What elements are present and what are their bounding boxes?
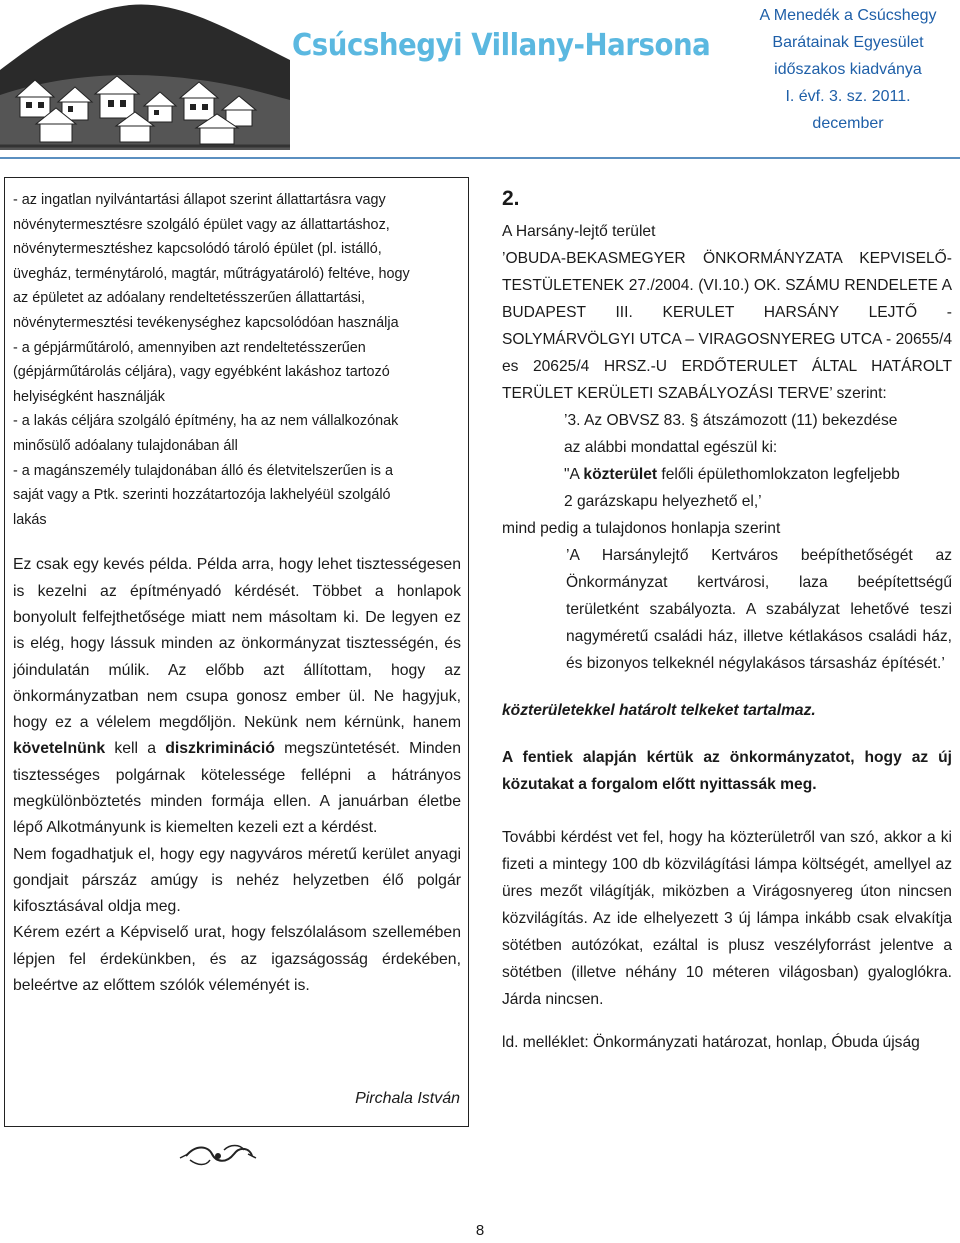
list-line: helyiségként használják: [13, 388, 165, 405]
publisher-line: Barátainak Egyesület: [772, 34, 924, 51]
left-article-box: [4, 177, 469, 1127]
masthead-title: Csúcshegyi Villany-Harsona: [292, 28, 711, 63]
header-divider: [0, 157, 960, 159]
lighting-paragraph: További kérdést vet fel, hogy ha közterületről van szó, akkor a ki fizeti a mintegy 100 db közvilágítási lámpa költségét, amellyel az üres mezőt világítják, miközben a Virágosnyereg úton nincsen közvilágítás. Az ide elhelyezett 3 új lámpa inkább csak elvakítja sötétben autózókat, ezáltal is plusz veszélyforrást jelentve a sötétben (illetve néhány 10 méteren világosban) gyaloglókra. Járda nincsen.: [502, 829, 952, 1008]
attachment-note: ld. melléklet: Önkormányzati határozat, honlap, Óbuda újság: [502, 1034, 920, 1051]
list-line: üvegház, terménytároló, magtár, műtrágyatároló) feltéve, hogy: [13, 265, 410, 282]
list-line: - az ingatlan nyilvántartási állapot szerint állattartásra vagy: [13, 192, 386, 208]
website-quote: ’A Harsánylejtő Kertváros beépíthetőségét az Önkormányzat kertvárosi, laza beépítettségű területként szabályozta. A szabályzat lehetővé teszi nagyméretű családi ház, illetve kétlakásos családi ház, és bizonyos telkeknél négylakásos társasház építését.’: [566, 547, 952, 672]
list-line: - a gépjárműtároló, amennyiben azt rendeltetésszerűen: [13, 339, 366, 356]
clause-line-2: az alábbi mondattal egészül ki:: [564, 439, 778, 456]
list-line: - a lakás céljára szolgáló építmény, ha az nem vállalkozónak: [13, 413, 399, 430]
list-line: az épületet az adóalany rendeltetésszerűen állattartási,: [13, 290, 365, 307]
list-line: lakás: [13, 511, 47, 528]
paragraph-request: Kérem ezért a Képviselő urat, hogy felszólalásom szellemében lépjen fel érdekünkben, és az igazságosság érdekében, beleértve az előttem szólók véleményét is.: [13, 924, 461, 995]
demand-paragraph: A fentiek alapján kértük az önkormányzatot, hogy az új közutakat a forgalom előtt nyittassák meg.: [502, 749, 952, 793]
list-line: növénytermesztési tevékenységhez kapcsolódóan használja: [13, 314, 399, 331]
list-line: saját vagy a Ptk. szerinti hozzátartozója lakhelyéül szolgáló: [13, 487, 391, 504]
website-intro: mind pedig a tulajdonos honlapja szerint: [502, 520, 781, 537]
publisher-line: időszakos kiadványa: [774, 61, 922, 78]
section-number: 2.: [502, 187, 520, 210]
ornament-icon: [178, 1140, 258, 1170]
list-line: növénytermesztésre szolgáló épület vagy az állattartáshoz,: [13, 216, 390, 233]
list-line: - a magánszemély tulajdonában álló és életvitelszerűen is a: [13, 462, 393, 479]
list-line: minősülő adóalany tulajdonában áll: [13, 437, 238, 454]
exemption-list: [13, 188, 461, 532]
publisher-line: I. évf. 3. sz. 2011.: [785, 88, 911, 105]
regulation-title: ’OBUDA-BEKASMEGYER ÖNKORMÁNYZATA KEPVISELŐ-TESTÜLETENEK 27./2004. (VI.10.) OK. SZÁMU RENDELETE A BUDAPEST III. KERULET HARSÁNY LEJTŐ - SOLYMÁRVÖLGYI UTCA – VIRAGOSNYEREG UTCA - 20655/4 es 20625/4 HRSZ.-U ERDŐTERULET ÁLTAL HATÁROLT TERÜLET KERÜLETI SZABÁLYOZÁSI TERVE’ szerint:: [502, 250, 952, 402]
right-article: [502, 185, 952, 1056]
list-line: (gépjárműtárolás céljára), vagy egyébként lakáshoz tartozó: [13, 364, 390, 381]
publisher-line: A Menedék a Csúcshegy: [759, 7, 937, 24]
emphasis-demand: követelnünk: [13, 740, 106, 758]
village-illustration: [0, 0, 290, 150]
author-signature: Pirchala István: [355, 1090, 460, 1107]
subject-line: A Harsány-lejtő terület: [502, 223, 656, 240]
quote-line-2: 2 garázskapu helyezhető el,’: [564, 493, 762, 510]
page-number: 8: [475, 1222, 485, 1239]
clause-line: ’3. Az OBVSZ 83. § átszámozott (11) bekezdése: [564, 412, 898, 429]
section-sign: §: [689, 412, 699, 429]
list-line: növénytermesztéshez kapcsolódó tároló épület (pl. istálló,: [13, 241, 382, 258]
publisher-info: [748, 2, 948, 137]
emphasis-line: közterületekkel határolt telkeket tartalmaz.: [502, 702, 816, 719]
emphasis-discrimination: diszkrimináció: [165, 740, 275, 758]
quote-line: "A közterület felőli épülethomlokzaton legfeljebb: [564, 466, 900, 483]
paragraph-city: Nem fogadhatjuk el, hogy egy nagyváros méretű kerület anyagi gondjait párszáz amúgy is nehéz helyzetben élő polgár kifosztásával oldja meg.: [13, 845, 461, 916]
paragraph-example: Ez csak egy kevés példa. Példa arra, hogy lehet tisztességesen is kezelni az építményadó kérdését. Többet a honlapok bonyolult felfejthetősége miatt nem másoltam ki. De legyen ez is elég, hogy lássuk minden az önkormányzat tisztességén, és jóindulatán múlik. Az előbb azt állítottam, hogy az önkormányzatban nem csupa gonosz ember ül. Ne hagyjuk, hogy ez a vélelem megdőljön. Nekünk nem kérnünk, hanem követelnünk kell a diszkrimináció megszüntetését. Minden tisztességes polgárnak kötelessége fellépni a hátrányos megkülönböztetés minden formája ellen. A januárban életbe lépő Alkotmányunk is kiemelten kezeli ezt a kérdést.: [13, 556, 461, 837]
publisher-line: december: [812, 115, 884, 132]
